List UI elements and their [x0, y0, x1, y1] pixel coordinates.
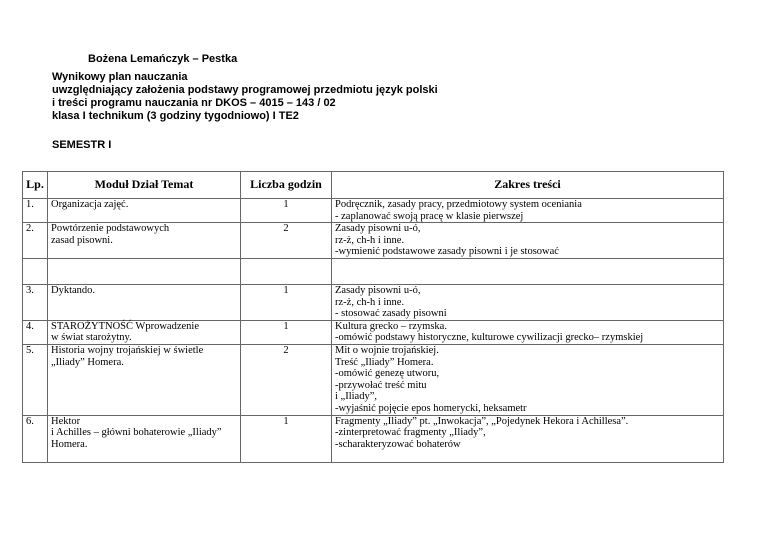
table-row: [23, 199, 724, 223]
row-number: 2.: [23, 223, 48, 259]
row-hours: 1: [241, 284, 332, 320]
row-topic: [48, 344, 241, 415]
content-line: rz-ż, ch-h i inne.: [335, 234, 405, 246]
header-lp: Lp.: [23, 172, 48, 199]
content-line: i „Iliady”,: [335, 391, 377, 403]
header-content: Zakres treści: [332, 172, 724, 199]
topic-line: zasad pisowni.: [51, 234, 113, 246]
row-content: [332, 344, 724, 415]
plan-title-line: uwzględniający założenia podstawy programowej przedmiotu język polski: [52, 84, 438, 96]
content-line: -przywołać treść mitu: [335, 379, 427, 391]
row-hours: 1: [241, 199, 332, 223]
row-hours: 1: [241, 320, 332, 344]
semester-heading: SEMESTR I: [52, 139, 112, 151]
topic-line: STAROŻYTNOŚĆ Wprowadzenie: [51, 320, 199, 332]
content-line: -wymienić podstawowe zasady pisowni i je stosować: [335, 246, 559, 258]
curriculum-table: [22, 171, 724, 463]
content-line: Podręcznik, zasady pracy, przedmiotowy system oceniania: [335, 199, 582, 210]
plan-title-line: Wynikowy plan nauczania: [52, 71, 188, 83]
topic-line: „Iliady” Homera.: [51, 356, 124, 368]
content-line: Zasady pisowni u-ó,: [335, 284, 421, 296]
row-topic: [48, 223, 241, 259]
author-name: Bożena Lemańczyk – Pestka: [88, 53, 238, 65]
content-line: Zasady pisowni u-ó,: [335, 223, 421, 235]
table-row: [23, 344, 724, 415]
content-line: rz-ż, ch-h i inne.: [335, 296, 405, 308]
table-row-empty: [23, 258, 724, 284]
header-hours: Liczba godzin: [241, 172, 332, 199]
topic-line: Homera.: [51, 438, 88, 450]
content-line: -zinterpretować fragmenty „Iliady”,: [335, 427, 486, 439]
empty-cell: [332, 258, 724, 284]
table-row: [23, 320, 724, 344]
table-row: [23, 284, 724, 320]
table-row: [23, 223, 724, 259]
topic-line: Historia wojny trojańskiej w świetle: [51, 344, 204, 356]
row-content: [332, 320, 724, 344]
content-line: -wyjaśnić pojęcie epos homerycki, heksametr: [335, 402, 527, 414]
row-number: 1.: [23, 199, 48, 223]
topic-line: w świat starożytny.: [51, 332, 132, 344]
plan-title-block: [52, 71, 438, 123]
content-line: Fragmenty „Iliady” pt. „Inwokacja”, „Pojedynek Hekora i Achillesa”.: [335, 415, 629, 427]
content-line: - zaplanować swoją pracę w klasie pierwszej: [335, 210, 524, 222]
content-line: - stosować zasady pisowni: [335, 308, 447, 320]
content-line: -scharakteryzować bohaterów: [335, 438, 461, 450]
row-hours: 1: [241, 415, 332, 462]
topic-line: i Achilles – główni bohaterowie „Iliady”: [51, 427, 222, 439]
row-number: 6.: [23, 415, 48, 462]
topic-line: Organizacja zajęć.: [51, 199, 129, 210]
table-row: [23, 415, 724, 462]
plan-title-line: i treści programu nauczania nr DKOS – 4015 – 143 / 02: [52, 97, 336, 109]
row-topic: [48, 284, 241, 320]
topic-line: Hektor: [51, 415, 81, 427]
content-line: [335, 450, 720, 462]
row-content: [332, 223, 724, 259]
empty-cell: [48, 258, 241, 284]
empty-cell: [23, 258, 48, 284]
row-topic: [48, 199, 241, 223]
content-line: -omówić podstawy historyczne, kulturowe cywilizacji grecko– rzymskiej: [335, 332, 644, 344]
row-topic: [48, 415, 241, 462]
content-line: Mit o wojnie trojańskiej.: [335, 344, 439, 356]
content-line: -omówić genezę utworu,: [335, 368, 440, 380]
row-topic: [48, 320, 241, 344]
row-content: [332, 199, 724, 223]
row-number: 5.: [23, 344, 48, 415]
row-content: [332, 284, 724, 320]
topic-line: Powtórzenie podstawowych: [51, 223, 170, 235]
row-hours: 2: [241, 344, 332, 415]
row-content: [332, 415, 724, 462]
plan-title-line: klasa I technikum (3 godziny tygodniowo) I TE2: [52, 110, 299, 122]
header-module: Moduł Dział Temat: [48, 172, 241, 199]
content-line: Kultura grecko – rzymska.: [335, 320, 447, 332]
row-number: 3.: [23, 284, 48, 320]
topic-line: Dyktando.: [51, 284, 96, 296]
content-line: Treść „Iliady” Homera.: [335, 356, 434, 368]
row-hours: 2: [241, 223, 332, 259]
table-header-row: [23, 172, 724, 199]
empty-cell: [241, 258, 332, 284]
row-number: 4.: [23, 320, 48, 344]
